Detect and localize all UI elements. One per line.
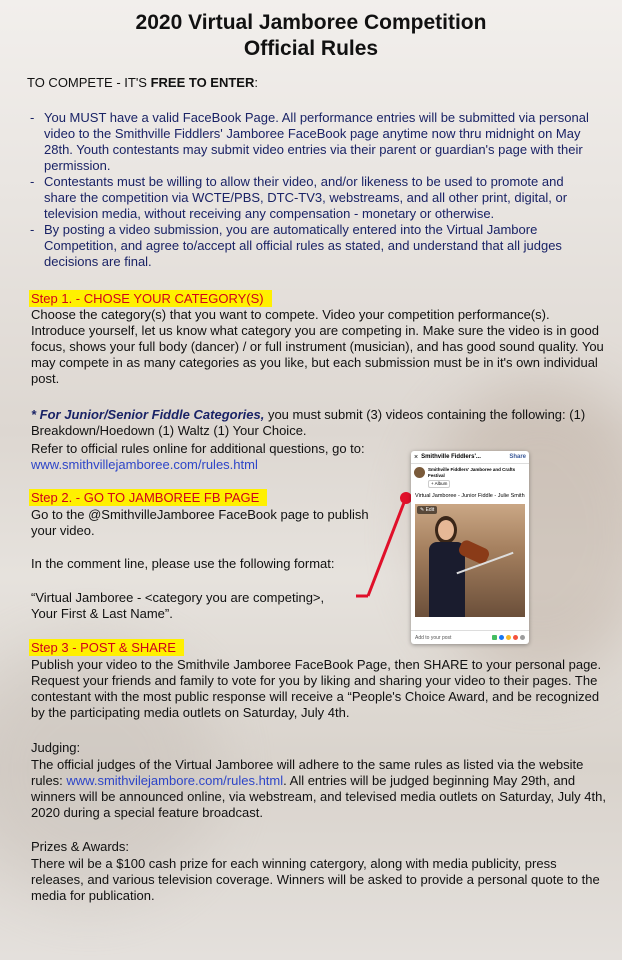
free-to-enter: FREE TO ENTER: [150, 75, 255, 90]
step1-body: Choose the category(s) that you want to compete. Video your competition performance(s). Introduce yourself, let us know what category you are competing in. Make sure the video is in good focus, shows your full body (dancer) / or full instrument (musician), and has good sound quality. You may compete in as many categories as you like, but each submission must be in it's own individual post.: [31, 307, 604, 386]
judging-rules-link[interactable]: www.smithvilejambore.com/rules.html: [66, 773, 284, 788]
location-icon[interactable]: [513, 635, 518, 640]
screenshot-header: × Smithville Fiddlers'... Share: [411, 451, 529, 464]
judging-body: The official judges of the Virtual Jamboree will adhere to the same rules as listed via the website rules: www.smithvilejambore.com/rules.html. All entries will be judged beginning May 29th, and winners will be announced online, via webstream, and televised media outlets on Saturday, July 4th, 2020 during a special feature broadcast.: [31, 757, 606, 820]
photo-icon[interactable]: [492, 635, 497, 640]
rule-item: - Contestants must be willing to allow their video, and/or likeness to be used to promote and share the competition via WCTE/PBS, DTC-TV3, webstreams, and all other print, digital, or television media, without receiving any compensation - monetary or otherwise.: [30, 174, 598, 222]
add-to-post-bar: Add to your post: [411, 630, 529, 644]
step1-heading: Step 1. - CHOSE YOUR CATEGORY(S): [29, 290, 272, 308]
fiddle-note: * For Junior/Senior Fiddle Categories, you must submit (3) videos containing the following: (1) Breakdown/Hoedown (1) Waltz (1) Your Choice.: [31, 407, 586, 438]
rule-item: - You MUST have a valid FaceBook Page. All performance entries will be submitted via personal video to the Smithville Fiddlers' Jamboree FaceBook page anytime now thru midnight on May 28th. Youth contestants may submit video entries via their parent or guardian's page with their permission.: [30, 110, 598, 174]
prizes-body: There wil be a $100 cash prize for each winning catergory, along with media publicity, press releases, and various television coverage. Winners will be asked to provide a personal quote to the media for publication.: [31, 856, 600, 903]
performer-face: [438, 520, 454, 540]
fiddle-note-emph: * For Junior/Senior Fiddle Categories,: [31, 407, 265, 422]
video-thumbnail[interactable]: [415, 504, 525, 617]
refer-line: Refer to official rules online for additional questions, go to:: [31, 441, 365, 456]
step3-heading: Step 3 - POST & SHARE: [29, 639, 184, 657]
judging-heading: Judging:: [31, 740, 81, 755]
pointer-arrow: [350, 488, 420, 604]
prizes-heading: Prizes & Awards:: [31, 839, 130, 854]
screenshot-page-row: Smithville Fiddlers' Jamboree and Crafts Festival + Album: [411, 464, 529, 491]
page-title: [0, 10, 622, 62]
more-icon[interactable]: [520, 635, 525, 640]
step2-heading: Step 2. - GO TO JAMBOREE FB PAGE: [29, 489, 267, 507]
rules-link-line: [31, 457, 411, 473]
rules-link[interactable]: www.smithvillejamboree.com/rules.html: [31, 457, 258, 472]
tag-icon[interactable]: [499, 635, 504, 640]
format-line-1: “Virtual Jamboree - <category you are competing>,: [31, 590, 325, 605]
share-link[interactable]: Share: [509, 454, 526, 460]
feeling-icon[interactable]: [506, 635, 511, 640]
close-icon: ×: [414, 453, 419, 461]
format-line-2: Your First & Last Name”.: [31, 606, 173, 621]
title-line-1: 2020 Virtual Jamboree Competition: [135, 11, 487, 34]
screenshot-caption: Virtual Jamboree - Junior Fiddle - Julie Smith: [415, 492, 525, 499]
edit-button[interactable]: ✎ Edit: [417, 506, 437, 514]
step3-body: Publish your video to the Smithvile Jamboree FaceBook Page, then SHARE to your personal page. Request your friends and family to vote for you by liking and sharing your video to their pages. The contestant with the most public response will receive a “People's Choice Award, and be recognized by the participating media outlets on Saturday, July 4th.: [31, 657, 602, 720]
facebook-post-screenshot: [411, 451, 529, 644]
page-avatar: [414, 467, 425, 478]
album-button[interactable]: + Album: [428, 480, 450, 488]
intro-line: TO COMPETE - IT'S FREE TO ENTER:: [27, 75, 258, 90]
rule-item: - By posting a video submission, you are automatically entered into the Virtual Jambore Competition, and agree to/accept all official rules as stated, and understand that all judges decisions are final.: [30, 222, 598, 270]
rules-list: [30, 110, 598, 270]
format-intro: In the comment line, please use the following format:: [31, 556, 335, 571]
step2-body: Go to the @SmithvilleJamboree FaceBook page to publish your video.: [31, 507, 369, 538]
title-line-2: Official Rules: [243, 37, 379, 60]
